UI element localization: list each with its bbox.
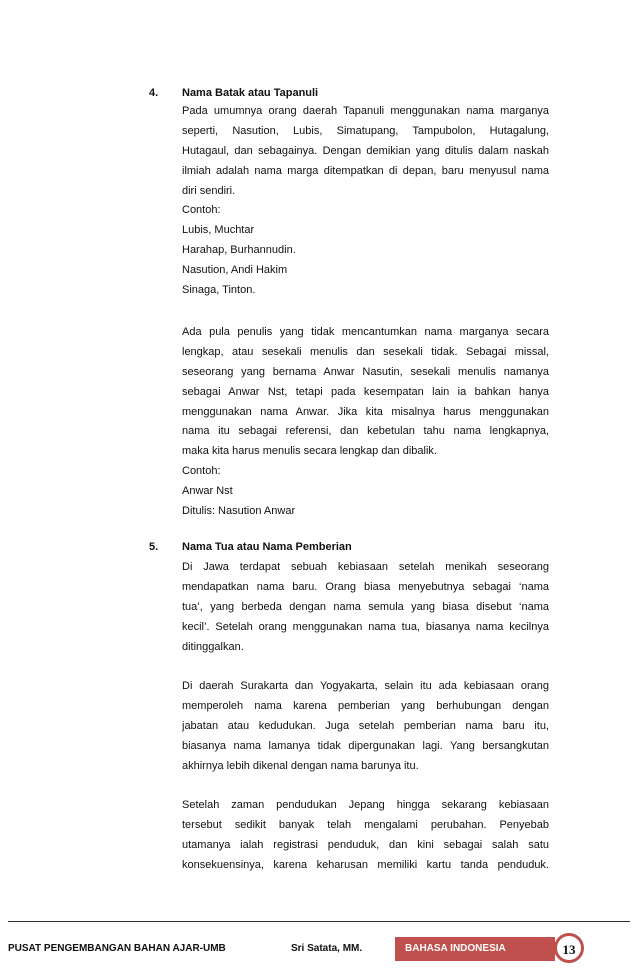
footer-author: Sri Satata, MM. [291, 943, 363, 954]
section-number: 4. [149, 87, 159, 99]
text-line: seseorang yang bernama Anwar Nasutin, sesekali menulis namanya [182, 365, 549, 378]
paragraph [182, 558, 549, 657]
text-line: maka kita harus menulis secara lengkap dan dibalik. [182, 445, 437, 458]
paragraph [182, 796, 549, 876]
text-line: memperoleh nama karena pemberian yang berhubungan dengan [182, 699, 549, 712]
paragraph [182, 323, 549, 522]
text-line: diri sendiri. [182, 184, 236, 197]
footer-subject-band [395, 937, 555, 961]
page-footer [0, 928, 638, 962]
section-title: Nama Batak atau Tapanuli [182, 87, 319, 99]
example-item: Ditulis: Nasution Anwar [182, 505, 296, 518]
example-item: Nasution, Andi Hakim [182, 264, 288, 277]
text-line: sebagai Anwar Nst, tetapi pada kesempatan lain ia bahkan hanya [182, 385, 549, 398]
text-line: ilmiah adalah nama marga ditempatkan di depan, baru menyusul nama [182, 164, 549, 177]
section-title: Nama Tua atau Nama Pemberian [182, 541, 352, 553]
example-item: Sinaga, Tinton. [182, 284, 256, 297]
footer-publisher: PUSAT PENGEMBANGAN BAHAN AJAR-UMB [8, 943, 226, 954]
text-line: lengkap, atau sesekali menulis dan sesekali tidak. Sebagai missal, [182, 345, 549, 358]
page-number-badge [554, 933, 584, 963]
text-line: Di daerah Surakarta dan Yogyakarta, selain itu ada kebiasaan orang [182, 680, 549, 692]
example-item: Harahap, Burhannudin. [182, 244, 296, 257]
text-line: nama itu sebagai referensi, dan kebetulan tahu nama lengkapnya, [182, 425, 549, 438]
text-line: Hutagaul, dan sebagainya. Dengan demikian yang ditulis dalam naskah [182, 144, 549, 157]
section-number: 5. [149, 541, 159, 553]
text-line: kecil’. Setelah orang menggunakan nama tua, biasanya nama kecilnya [182, 620, 549, 633]
text-line: mendapatkan nama baru. Orang biasa menyebutnya sebagai ‘nama [182, 580, 549, 593]
example-label: Contoh: [182, 204, 221, 217]
footer-subject: BAHASA INDONESIA [405, 943, 506, 954]
paragraph [182, 677, 549, 776]
text-line: biasanya nama lamanya tidak dipergunakan lagi. Yang bersangkutan [182, 739, 549, 752]
text-line: tua’, yang berbeda dengan nama semula yang biasa disebut ‘nama [182, 600, 549, 613]
example-label: Contoh: [182, 465, 221, 478]
page-number: 13 [562, 942, 576, 957]
text-line: Ada pula penulis yang tidak mencantumkan nama marganya secara [182, 326, 549, 338]
text-line: Pada umumnya orang daerah Tapanuli menggunakan nama marganya [182, 105, 549, 117]
footer-divider [8, 921, 630, 922]
example-item: Lubis, Muchtar [182, 224, 255, 237]
text-line: seperti, Nasution, Lubis, Simatupang, Tampubolon, Hutagalung, [182, 124, 549, 137]
text-line: akhirnya lebih dikenal dengan nama barunya itu. [182, 759, 419, 772]
text-line: jabatan atau kedudukan. Juga setelah pemberian nama baru itu, [182, 719, 549, 732]
paragraph [182, 102, 549, 301]
text-line: menggunakan nama Anwar. Jika kita misalnya harus menggunakan [182, 405, 549, 418]
text-line: konsekuensinya, karena keharusan memiliki kartu tanda penduduk. [182, 858, 549, 871]
example-item: Anwar Nst [182, 485, 233, 498]
text-line: tersebut sedikit banyak telah mengalami perubahan. Penyebab [182, 818, 549, 831]
text-line: Setelah zaman pendudukan Jepang hingga sekarang kebiasaan [182, 799, 549, 811]
text-line: utamanya ialah registrasi penduduk, dan kini sebagai salah satu [182, 838, 549, 851]
text-line: ditinggalkan. [182, 640, 244, 653]
text-line: Di Jawa terdapat sebuah kebiasaan setelah menikah seseorang [182, 561, 549, 573]
